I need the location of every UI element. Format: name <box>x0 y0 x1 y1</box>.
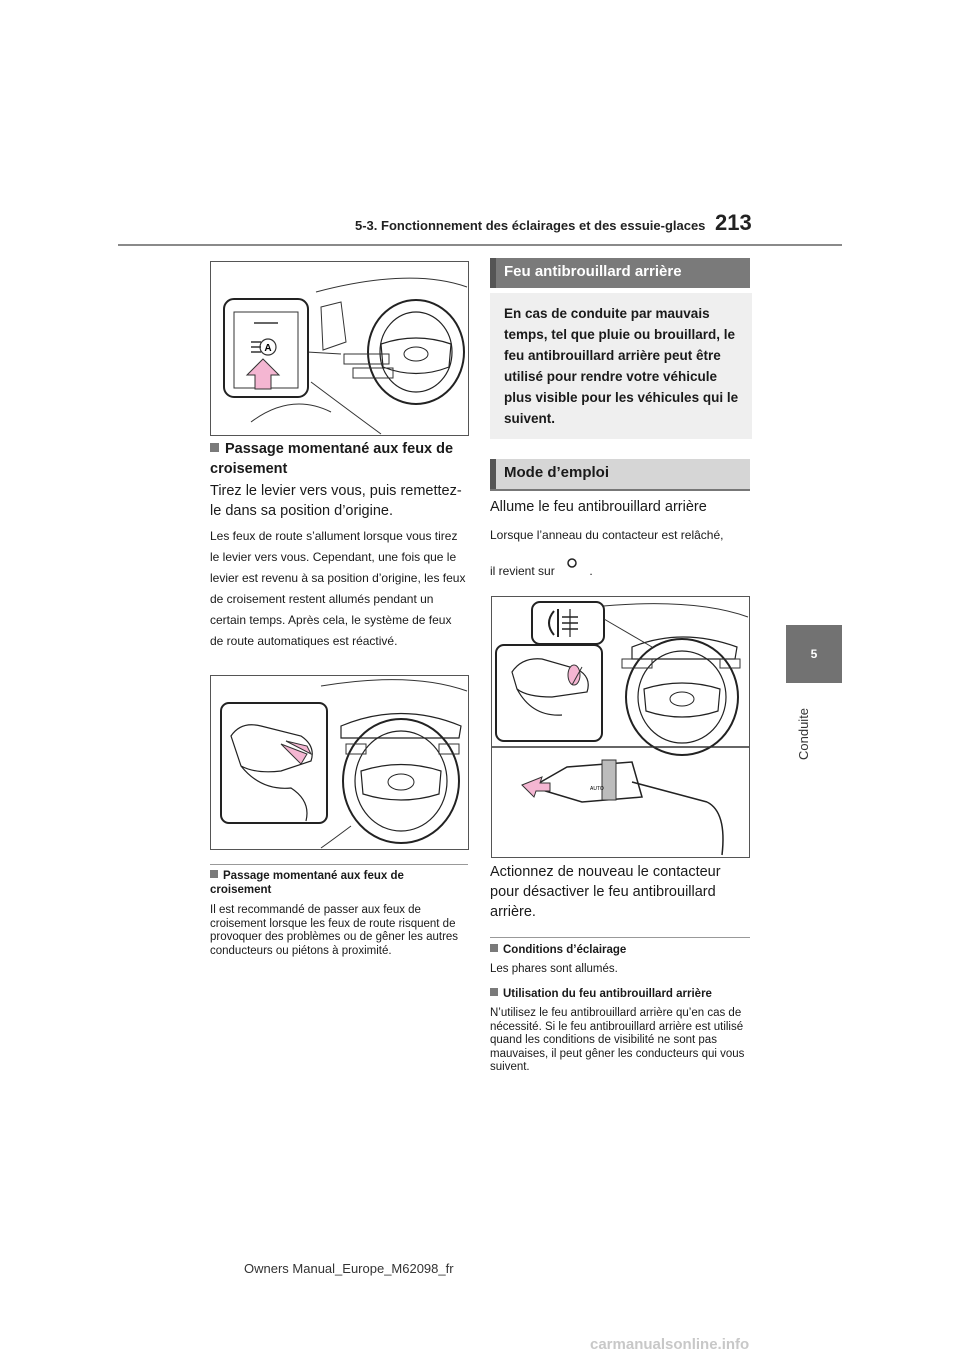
note-heading-conditions <box>490 943 750 957</box>
watermark: carmanualsonline.info <box>590 1336 750 1353</box>
step-note-line2 <box>490 557 750 582</box>
section-bar-title: Mode d’emploi <box>504 464 609 481</box>
figure-dashboard-switch <box>210 261 469 436</box>
step-note-text: il revient sur <box>490 564 555 578</box>
square-bullet-icon <box>490 988 498 996</box>
section-bar-lead <box>490 459 496 489</box>
square-bullet-icon <box>490 944 498 952</box>
section-bar-rear-fog <box>490 258 750 288</box>
subhead-momentary-low-beam <box>210 439 468 479</box>
chapter-label-text: Conduite <box>796 707 811 760</box>
step-note-line1: Lorsque l’anneau du contacteur est relâché, <box>490 528 724 542</box>
page-number: 213 <box>715 210 752 235</box>
instruction-text: Tirez le levier vers vous, puis remettez-le dans sa position d’origine. <box>210 483 462 519</box>
callout-letter: A <box>264 343 272 354</box>
note-divider-right <box>490 937 750 938</box>
note-divider <box>210 864 468 865</box>
figure-fog-switch <box>491 596 750 858</box>
section-bar-mode <box>490 459 750 491</box>
chapter-tab[interactable]: 5 <box>786 625 842 683</box>
off-position-icon <box>564 557 586 571</box>
note-body-conditions: Les phares sont allumés. <box>490 963 618 975</box>
info-box-text: En cas de conduite par mauvais temps, tel que pluie ou brouillard, le feu antibrouillard arrière peut être utilisé pour rendre votre véhicule plus visible pour les véhicules qui le suivent. <box>504 306 739 426</box>
square-bullet-icon <box>210 443 219 452</box>
note-heading-text: Passage momentané aux feux de croisement <box>210 870 404 896</box>
note-body-usage: N’utilisez le feu antibrouillard arrière qu’en cas de nécessité. Si le feu antibrouillard arrière est utilisé quand les conditions de visibilité ne sont pas mauvaises, il peut gêner les conducteurs qui vous suivent. <box>490 1007 745 1073</box>
note-heading-usage <box>490 987 750 1001</box>
note-heading-text: Conditions d’éclairage <box>503 944 627 956</box>
note-body-momentary: Il est recommandé de passer aux feux de croisement lorsque les feux de route risquent de provoquer des problèmes ou de gêner les autres conducteurs ou piétons à proximité. <box>210 904 459 957</box>
section-bar-lead <box>490 258 496 288</box>
fog-switch-illustration <box>492 597 749 857</box>
explanation-text: Les feux de route s’allument lorsque vous tirez le levier vers vous. Cependant, une fois que le levier est revenu à sa position d’origine, les feux de croisement restent allumés pendant un certain temps. Après cela, le système de feux de route automatiques est réactivé. <box>210 529 466 648</box>
lever-pull-illustration <box>211 676 468 849</box>
note-heading-text: Utilisation du feu antibrouillard arrière <box>503 988 712 1000</box>
after-text: Actionnez de nouveau le contacteur pour désactiver le feu antibrouillard arrière. <box>490 864 721 920</box>
info-box <box>490 293 752 439</box>
section-title: 5-3. Fonctionnement des éclairages et des essuie-glaces <box>355 218 706 233</box>
step-note-end: . <box>589 564 593 578</box>
header-rule <box>118 244 842 246</box>
dashboard-switch-illustration <box>211 262 468 435</box>
footer-text: Owners Manual_Europe_M62098_fr <box>244 1261 454 1276</box>
square-bullet-icon <box>210 870 218 878</box>
chapter-label <box>790 690 820 760</box>
figure-lever-pull <box>210 675 469 850</box>
subhead-text: Passage momentané aux feux de croisement <box>210 441 454 477</box>
note-heading-momentary <box>210 869 468 897</box>
auto-label: AUTO <box>590 786 604 792</box>
step-text: Allume le feu antibrouillard arrière <box>490 499 707 515</box>
section-bar-title: Feu antibrouillard arrière <box>504 263 682 280</box>
